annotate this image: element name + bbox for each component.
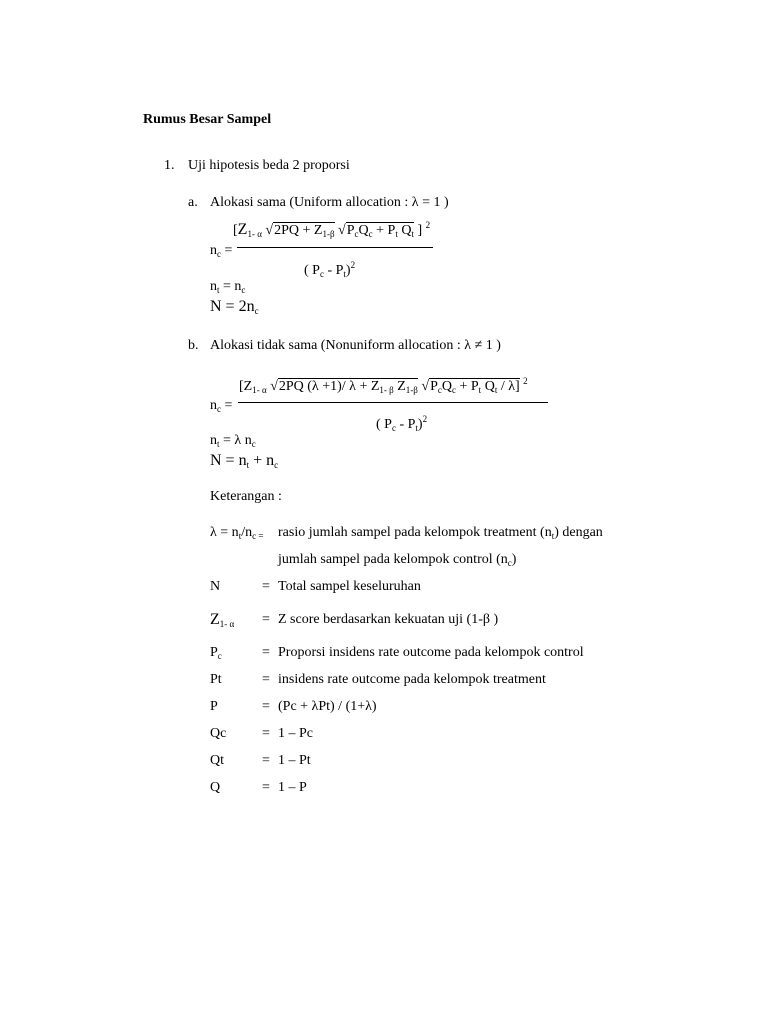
sqrt-term-1: $2PQ + Z_{1-\beta}$ — [274, 223, 335, 239]
fraction-line-a — [237, 247, 433, 248]
def-desc: (Pc + λPt) / (1+λ) — [278, 699, 377, 714]
sqrt-term-b1: 2PQ (λ +1)/ $\lambda + Z_{1- \beta}$ $Z_{1-\beta}$ — [278, 379, 418, 395]
part-a-heading: Alokasi sama (Uniform allocation : λ = 1 ) — [210, 195, 449, 210]
formula-b-total: $N = n_t + n_c$ — [210, 452, 279, 470]
def-symbol-pc: $P_c$ — [210, 645, 222, 661]
formula-a-denominator: ( $P_c - P_t)^2$ — [304, 260, 356, 279]
def-desc: insidens rate outcome pada kelompok treatment — [278, 672, 546, 687]
def-eq: = — [262, 579, 270, 594]
def-symbol-qc: Qc — [210, 726, 227, 741]
def-symbol-pt: Pt — [210, 672, 222, 687]
section-number: 1. — [164, 158, 175, 173]
formula-a-numerator: [$Z_{1- \alpha}$ $√2PQ + Z_{1-\beta}$ $√P_cQ_c + P_t$ $Q_t$ ] $^2$ — [233, 220, 431, 239]
def-eq: = — [262, 672, 270, 687]
formula-a-total: $N = 2n_c$ — [210, 298, 259, 316]
def-desc: Total sampel keseluruhan — [278, 579, 421, 594]
def-symbol-n: N — [210, 579, 221, 594]
def-eq: = — [262, 612, 270, 627]
part-b-heading: Alokasi tidak sama (Nonuniform allocation : λ ≠ 1 ) — [210, 338, 501, 353]
def-eq: = — [262, 780, 270, 795]
page-title: Rumus Besar Sampel — [143, 112, 272, 127]
def-symbol-qt: Qt — [210, 753, 224, 768]
fraction-line-b — [238, 402, 548, 403]
part-a-letter: a. — [188, 195, 198, 210]
def-eq: = — [262, 726, 270, 741]
sqrt-term-b2: $P_cQ_c + P_t$ $Q_t / \lambda$] — [430, 379, 520, 395]
formula-b-nt: $n_t = \lambda$ $n_c$ — [210, 433, 256, 449]
def-eq: = — [262, 699, 270, 714]
formula-b-numerator: [$Z_{1- \alpha}$ √2PQ (λ +1)/ $\lambda + Z_{1- \beta}$ $Z_{1-\beta}$ $√P_cQ_c + P_t$ $Q_t / \lambda$] $^2$ — [239, 376, 528, 395]
def-symbol-p: P — [210, 699, 218, 714]
part-b-letter: b. — [188, 338, 199, 353]
def-symbol-z: $Z_{1- \alpha}$ — [210, 611, 235, 629]
formula-b-denominator: ( $P_c - P_t)^2$ — [376, 414, 428, 433]
formula-b-lhs: $n_c$ = — [210, 398, 233, 414]
lambda-description-line2: jumlah sampel pada kelompok control $(n_c)$ — [278, 552, 517, 568]
def-eq: = — [262, 753, 270, 768]
def-desc: Z score berdasarkan kekuatan uji (1-β ) — [278, 612, 499, 627]
sqrt-term-2: $P_cQ_c + P_t$ $Q_t$ — [346, 223, 414, 239]
def-symbol-q: Q — [210, 780, 221, 795]
def-eq: = — [262, 645, 270, 660]
def-desc: 1 – P — [278, 780, 307, 795]
formula-a-lhs: $n_c$ = — [210, 243, 233, 259]
keterangan-label: Keterangan : — [210, 489, 282, 504]
def-desc: Proporsi insidens rate outcome pada kelompok control — [278, 645, 584, 660]
def-desc: 1 – Pc — [278, 726, 313, 741]
lambda-definition: $\lambda = n_t/n_c$ $_=$ — [210, 525, 264, 541]
lambda-description-line1: rasio jumlah sampel pada kelompok treatment $(n_t)$ dengan — [278, 525, 603, 541]
formula-a-nt: $n_t = n_c$ — [210, 279, 246, 295]
def-desc: 1 – Pt — [278, 753, 311, 768]
section-heading: Uji hipotesis beda 2 proporsi — [188, 158, 350, 173]
